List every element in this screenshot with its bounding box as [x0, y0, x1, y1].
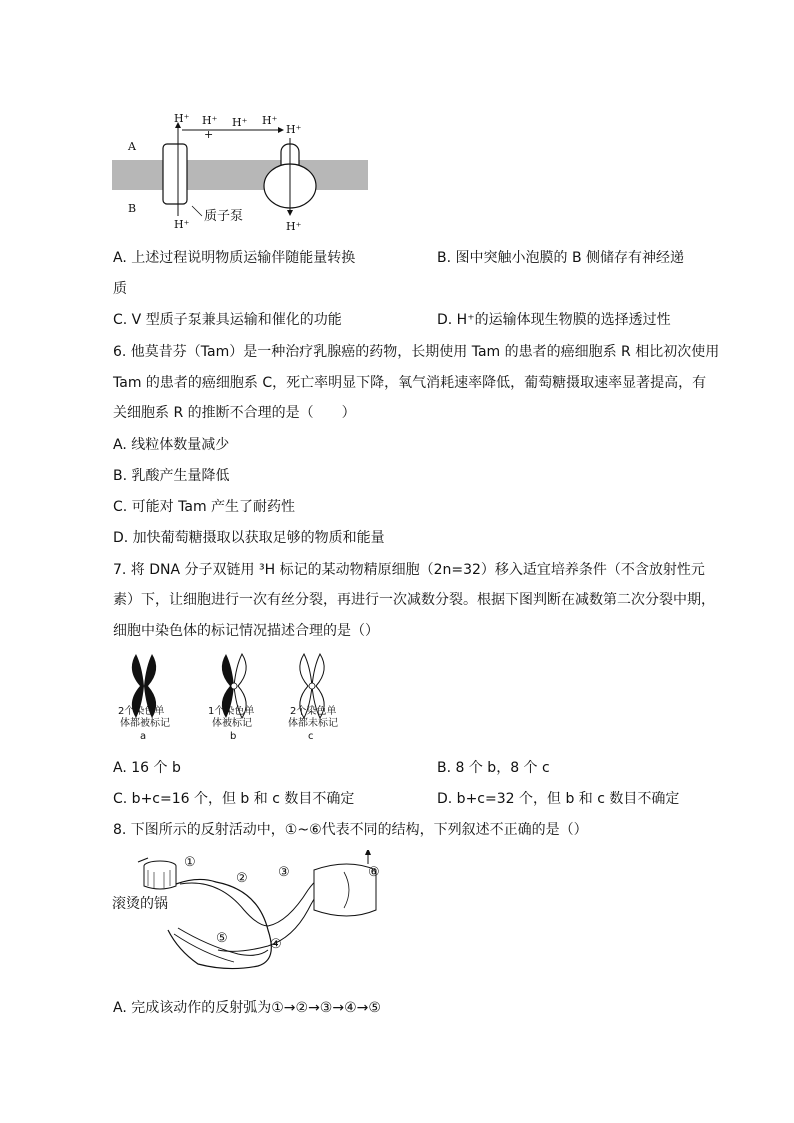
- h-plus-label: H⁺: [232, 116, 248, 129]
- h-plus-label: H⁺: [286, 220, 302, 233]
- proton-pump-figure: [108, 108, 378, 238]
- label-1: ①: [184, 855, 196, 870]
- chromosome-b-caption: 体被标记: [212, 718, 252, 729]
- q6-stem: Tam 的患者的癌细胞系 C，死亡率明显下降，氧气消耗速率降低，葡萄糖摄取速率显著提高，有: [113, 375, 707, 391]
- label-3: ③: [278, 865, 290, 880]
- h-plus-label: H⁺: [174, 112, 190, 125]
- chromosome-b-caption: 1个染色单: [208, 706, 255, 717]
- side-b-label: B: [128, 202, 137, 215]
- h-plus-label: H⁺: [286, 123, 302, 136]
- q6-option-c: C. 可能对 Tam 产生了耐药性: [113, 499, 296, 515]
- q8-option-a: A. 完成该动作的反射弧为①→②→③→④→⑤: [113, 1000, 381, 1016]
- chromosome-a-caption: 2个染色单: [118, 706, 165, 717]
- q5-option-a: A. 上述过程说明物质运输伴随能量转换: [113, 250, 356, 266]
- q6-option-b: B. 乳酸产生量降低: [113, 468, 230, 484]
- q7-option-a: A. 16 个 b: [113, 760, 181, 776]
- chromosome-c-caption: 2个染色单: [290, 706, 337, 717]
- q7-stem: 细胞中染色体的标记情况描述合理的是（）: [113, 623, 379, 639]
- q5-option-d: D. H⁺的运输体现生物膜的选择透过性: [437, 312, 671, 328]
- chromosome-figure: [108, 648, 358, 743]
- q5-option-c: C. V 型质子泵兼具运输和催化的功能: [113, 312, 342, 328]
- hot-pot-label: 滚烫的锅: [112, 896, 168, 912]
- h-plus-label: H⁺: [202, 114, 218, 127]
- spinal-cord: [314, 864, 376, 916]
- hot-pot-icon: [138, 858, 176, 889]
- plus-sign: +: [204, 128, 214, 141]
- q6-stem: 关细胞系 R 的推断不合理的是（ ）: [113, 405, 356, 421]
- label-5: ⑤: [216, 931, 228, 946]
- side-a-label: A: [128, 140, 136, 153]
- q7-option-c: C. b+c=16 个，但 b 和 c 数目不确定: [113, 791, 355, 807]
- q5-option-b: B. 图中突触小泡膜的 B 侧储存有神经递: [437, 250, 685, 266]
- q7-option-b: B. 8 个 b，8 个 c: [437, 760, 550, 776]
- q5-option-a-cont: 质: [113, 281, 127, 297]
- q6-stem: 6. 他莫昔芬（Tam）是一种治疗乳腺癌的药物，长期使用 Tam 的患者的癌细胞系 R 相比初次使用: [113, 344, 720, 360]
- h-plus-label: H⁺: [262, 114, 278, 127]
- label-6: ⑥: [368, 865, 380, 880]
- chromosome-c-letter: c: [308, 731, 314, 742]
- chromosome-a-caption: 体都被标记: [120, 718, 170, 729]
- afferent-nerve: [180, 874, 328, 926]
- reflex-arc-figure: [108, 850, 388, 990]
- q7-stem: 7. 将 DNA 分子双链用 ³H 标记的某动物精原细胞（2n=32）移入适宜培养条件（不含放射性元: [113, 562, 705, 578]
- q6-option-d: D. 加快葡萄糖摄取以获取足够的物质和能量: [113, 530, 385, 546]
- q8-stem: 8. 下图所示的反射活动中，①~⑥代表不同的结构，下列叙述不正确的是（）: [113, 822, 588, 838]
- q7-option-d: D. b+c=32 个，但 b 和 c 数目不确定: [437, 791, 680, 807]
- membrane-band: [112, 160, 368, 190]
- proton-channel: [163, 144, 187, 204]
- q7-stem: 素）下，让细胞进行一次有丝分裂，再进行一次减数分裂。根据下图判断在减数第二次分裂中期，: [113, 592, 715, 608]
- chromosome-c-caption: 体都未标记: [288, 718, 338, 729]
- label-2: ②: [236, 871, 248, 886]
- chromosome-a-letter: a: [140, 731, 147, 742]
- q6-option-a: A. 线粒体数量减少: [113, 437, 230, 453]
- proton-pump-label: 质子泵: [204, 209, 244, 224]
- label-4: ④: [270, 937, 282, 952]
- chromosome-b-letter: b: [230, 731, 237, 742]
- h-plus-label: H⁺: [174, 218, 190, 231]
